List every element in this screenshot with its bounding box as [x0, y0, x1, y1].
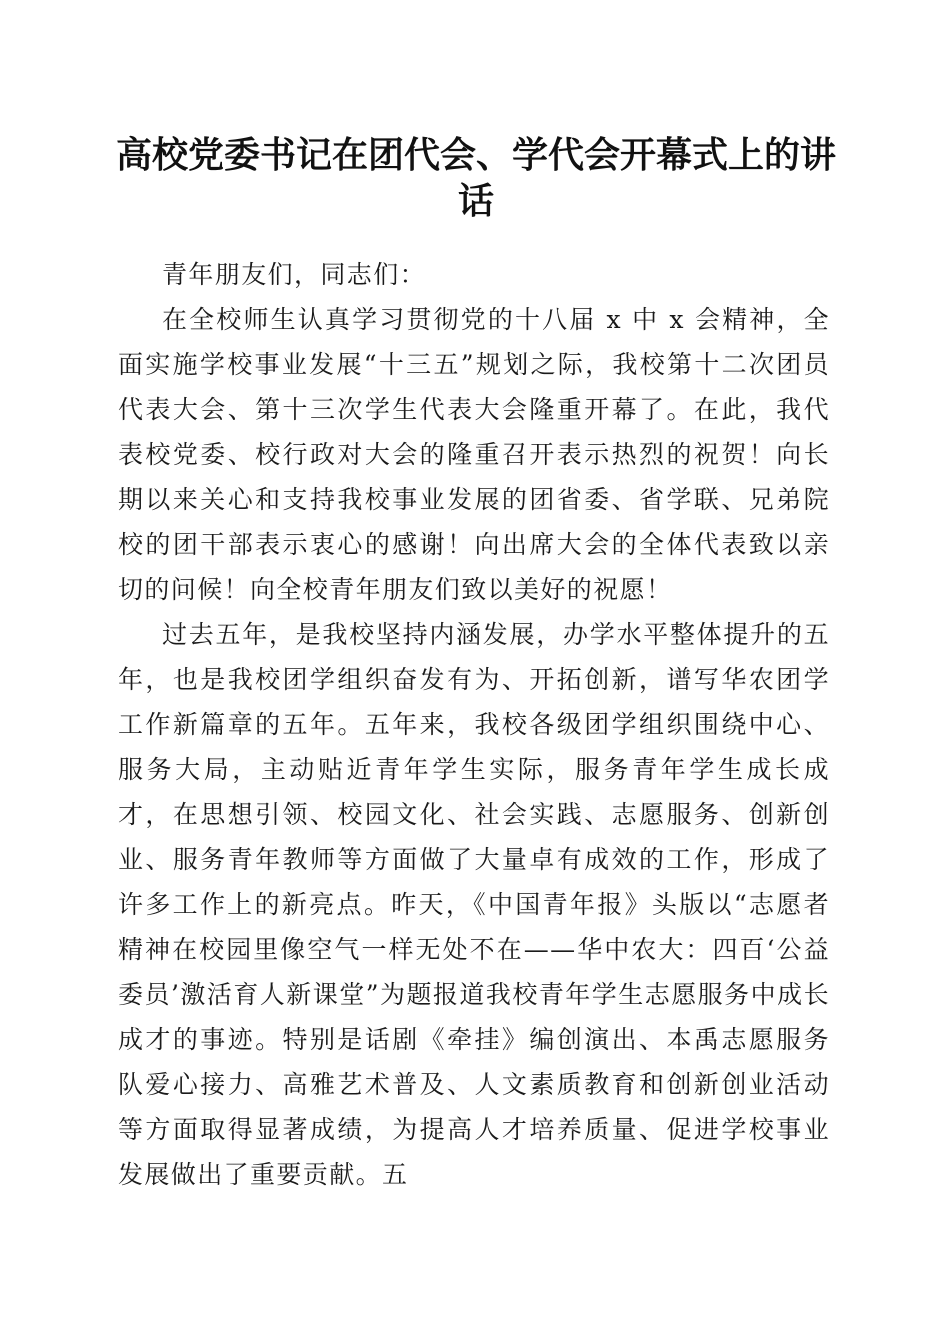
document-title: 高校党委书记在团代会、学代会开幕式上的讲话 — [115, 134, 836, 222]
paragraph-greeting: 青年朋友们，同志们： — [162, 260, 427, 289]
paragraph-opening: 在全校师生认真学习贯彻党的十八届 x 中 x 会精神，全面实施学校事业发展“十三五”规划之际，我校第十二次团员代表大会、第十三次学生代表大会隆重开幕了。在此，我代表校党委、校行政对大会的隆重召开表示热烈的祝贺！向长期以来关心和支持我校事业发展的团省委、省学联、兄弟院校的团干部表示衷心的感谢！向出席大会的全体代表致以亲切的问候！向全校青年朋友们致以美好的祝愿！ — [118, 305, 830, 604]
document-body — [118, 252, 830, 1197]
paragraph-review: 过去五年，是我校坚持内涵发展，办学水平整体提升的五年，也是我校团学组织奋发有为、开拓创新，谱写华农团学工作新篇章的五年。五年来，我校各级团学组织围绕中心、服务大局，主动贴近青年学生实际，服务青年学生成长成才，在思想引领、校园文化、社会实践、志愿服务、创新创业、服务青年教师等方面做了大量卓有成效的工作，形成了许多工作上的新亮点。昨天，《中国青年报》头版以“志愿者精神在校园里像空气一样无处不在——华中农大：四百‘公益委员’激活育人新课堂”为题报道我校青年学生志愿服务中成长成才的事迹。特别是话剧《牵挂》编创演出、本禹志愿服务队爱心接力、高雅艺术普及、人文素质教育和创新创业活动等方面取得显著成绩，为提高人才培养质量、促进学校事业发展做出了重要贡献。五 — [118, 620, 830, 1189]
